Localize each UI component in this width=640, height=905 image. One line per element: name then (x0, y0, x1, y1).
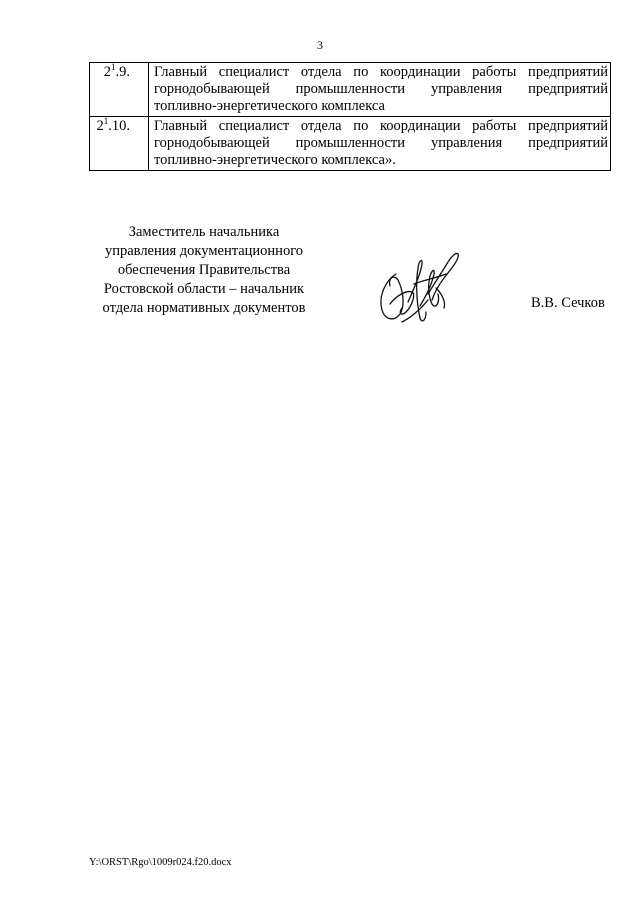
row-text-line: Главный специалист отдела по координации работы предприятий (154, 118, 608, 134)
signatory-position-line: Ростовской области – начальник (103, 281, 305, 297)
row-number-main: 2 (96, 118, 104, 134)
signatory-position-line: Заместитель начальника (128, 224, 280, 240)
row-number (90, 63, 149, 117)
file-path: Y:\ORST\Rgo\1009r024.f20.docx (89, 857, 232, 868)
row-text-line: Главный специалист отдела по координации работы предприятий (154, 64, 608, 80)
table-row (90, 63, 611, 117)
handwritten-signature (372, 244, 462, 328)
positions-table (89, 62, 611, 171)
signatory-position (86, 223, 322, 318)
signatory-position-line: отдела нормативных документов (102, 300, 306, 316)
row-number-rest: .10. (108, 118, 130, 134)
row-number-superscript: 1 (103, 116, 109, 126)
row-text (149, 117, 611, 171)
row-number-superscript: 1 (111, 62, 116, 72)
row-number (90, 117, 149, 171)
signer-name: В.В. Сечков (531, 295, 605, 311)
table-row (90, 117, 611, 171)
row-text (149, 63, 611, 117)
row-text-line: топливно-энергетического комплекса». (154, 152, 396, 168)
page-number: 3 (317, 38, 323, 52)
row-text-line: горнодобывающей промышленности управления предприятий (154, 135, 608, 151)
row-text-line: горнодобывающей промышленности управления предприятий (154, 81, 608, 97)
row-number-rest: .9. (115, 64, 130, 80)
signatory-position-line: обеспечения Правительства (117, 262, 291, 278)
signatory-position-line: управления документационного (104, 243, 304, 259)
row-text-line: топливно-энергетического комплекса (154, 98, 385, 114)
row-number-main: 2 (103, 64, 111, 80)
